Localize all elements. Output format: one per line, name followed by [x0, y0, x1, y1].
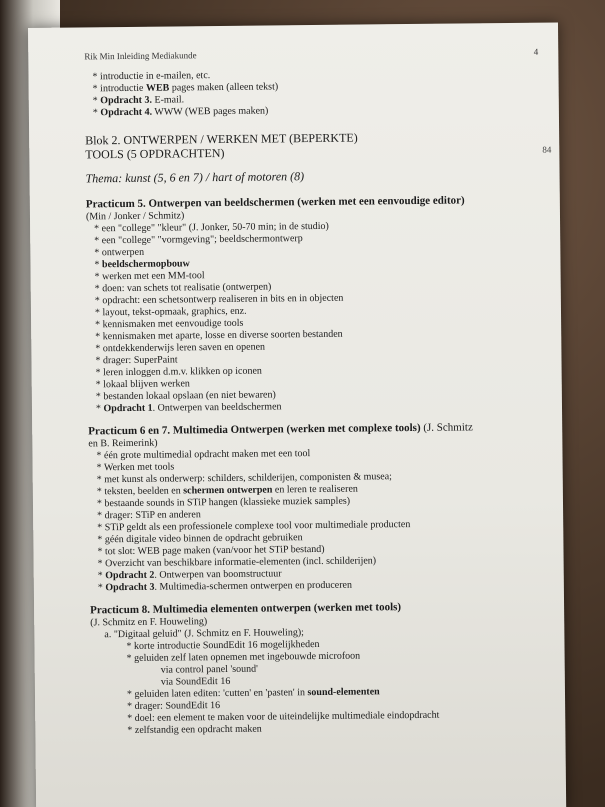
- list-item-text: * geluiden laten editen: 'cutten' en 'pasten' in: [126, 687, 308, 700]
- theme-line: Thema: kunst (5, 6 en 7) / hart of motoren (8): [85, 169, 305, 186]
- list-item-text: * introductie: [92, 82, 147, 95]
- list-item: * bestaande sounds in STiP hangen (klassieke muziek samples): [96, 495, 351, 510]
- practicum-67-list: [88, 445, 559, 594]
- practicum-8-part-a: a. "Digitaal geluid" (J. Schmitz en F. Houweling);: [104, 627, 304, 641]
- list-item: * geluiden zelf laten opnemen met ingebouwde microfoon: [126, 650, 361, 665]
- list-item: * drager: SoundEdit 16: [127, 700, 221, 712]
- list-item: * géén digitale video binnen de opdracht gebruiken: [97, 532, 303, 546]
- list-item: * kennismaken met aparte, losse en diverse soorten bestanden: [95, 328, 343, 343]
- list-item-bold: Opdracht 4.: [100, 106, 153, 119]
- blok-heading: [85, 128, 555, 161]
- list-item-bold: Opdracht 3.: [100, 94, 152, 107]
- page-content: [84, 46, 561, 737]
- list-item-text: *: [94, 259, 103, 271]
- list-item-bold: schermen ontwerpen: [183, 484, 273, 497]
- list-item-text: . Multimedia-schermen ontwerpen en produceren: [154, 579, 353, 593]
- list-item: * tot slot: WEB page maken (van/voor het STiP bestand): [97, 543, 325, 558]
- list-item-text: . Ontwerpen van beeldschermen: [152, 401, 282, 414]
- practicum-8-list: [90, 636, 561, 737]
- list-item-bold: Opdracht 1: [103, 402, 153, 415]
- list-item: * lokaal blijven werken: [95, 378, 190, 391]
- page-number: 4: [533, 46, 539, 57]
- list-item: * werken met een MM-tool: [94, 270, 205, 283]
- list-item: * doen: van schets tot realisatie (ontwerpen): [94, 281, 272, 295]
- list-item: * korte introductie SoundEdit 16 mogelijkheden: [126, 638, 320, 653]
- list-item: * een "college" "kleur" (J. Jonker, 50-70 min; in de studio): [94, 220, 329, 235]
- list-item: * drager: STiP en anderen: [97, 509, 201, 522]
- list-item-text: *: [97, 570, 106, 582]
- list-item: * ontdekkenderwijs leren saven en openen: [95, 341, 266, 355]
- list-item-text: en leren te realiseren: [272, 483, 358, 496]
- list-item: via control panel 'sound': [160, 663, 258, 676]
- list-item: * één grote multimedial opdracht maken met een tool: [96, 448, 311, 462]
- list-item: * bestanden lokaal opslaan (en niet bewaren): [95, 389, 276, 403]
- list-item: * drager: SuperPaint: [95, 354, 178, 367]
- list-item-text: *: [97, 582, 106, 594]
- practicum-67-title-main: Practicum 6 en 7. Multimedia Ontwerpen (werken met complexe tools): [88, 421, 421, 438]
- list-item: * zelfstandig een opdracht maken: [127, 723, 262, 736]
- list-item-bold: WEB: [145, 82, 170, 94]
- list-item: * kennismaken met eenvoudige tools: [95, 317, 244, 331]
- intro-list: [84, 66, 554, 119]
- list-item-text: *: [95, 403, 104, 415]
- margin-code: 84: [542, 144, 552, 155]
- list-item-text: E-mail.: [151, 94, 185, 106]
- list-item-text: *: [92, 95, 101, 107]
- list-item: * doel: een element te maken voor de uiteindelijke multimediale eindopdracht: [127, 709, 440, 724]
- practicum-67-authors: en B. Reimerink): [88, 437, 158, 450]
- practicum-67-title-rest: (J. Schmitz: [420, 421, 473, 434]
- list-item-bold: sound-elementen: [307, 686, 380, 699]
- list-item-bold: Opdracht 3: [105, 581, 155, 594]
- list-item-text: *: [92, 107, 101, 119]
- list-item: * layout, tekst-opmaak, graphics, enz.: [94, 305, 247, 319]
- list-item: * Overzicht van beschikbare informatie-elementen (incl. schilderijen): [97, 555, 377, 570]
- list-item: * een "college" "vormgeving"; beeldschermontwerp: [94, 233, 303, 247]
- practicum-5-list: [86, 218, 558, 415]
- list-item: * Werken met tools: [96, 461, 175, 474]
- running-header: [84, 46, 554, 61]
- document-page: [28, 22, 566, 807]
- list-item: * leren inloggen d.m.v. klikken op iconen: [95, 365, 262, 379]
- list-item-text: * teksten, beelden en: [96, 485, 184, 498]
- practicum-8-authors: (J. Schmitz en F. Houweling): [90, 616, 208, 629]
- list-item-text: . Ontwerpen van boomstructuur: [154, 568, 282, 581]
- list-item: * ontwerpen: [94, 246, 145, 259]
- list-item-bold: Opdracht 2: [105, 569, 155, 582]
- list-item: via SoundEdit 16: [160, 675, 231, 688]
- list-item: * introductie in e-mailen, etc.: [92, 70, 211, 83]
- practicum-5-authors: (Min / Jonker / Schmitz): [85, 210, 185, 223]
- list-item: * STiP geldt als een professionele complexe tool voor multimediale producten: [97, 519, 411, 534]
- practicum-5-title: Practicum 5. Ontwerpen van beeldschermen (werken met een eenvoudige editor): [85, 194, 465, 211]
- blok-heading-line1: Blok 2. ONTWERPEN / WERKEN MET (BEPERKTE): [85, 130, 358, 148]
- list-item: * met kunst als onderwerp: schilders, schilderijen, componisten & musea;: [96, 471, 392, 486]
- list-item-text: pages maken (alleen tekst): [169, 81, 279, 94]
- list-item-bold: beeldschermopbouw: [101, 258, 190, 271]
- list-item-text: WWW (WEB pages maken): [152, 105, 269, 118]
- header-title: Rik Min Inleiding Mediakunde: [84, 50, 197, 62]
- blok-heading-line2: TOOLS (5 OPDRACHTEN): [85, 145, 225, 162]
- practicum-8-title: Practicum 8. Multimedia elementen ontwerpen (werken met tools): [90, 601, 402, 617]
- list-item: * opdracht: een schetsontwerp realiseren in bits en in objecten: [94, 292, 344, 307]
